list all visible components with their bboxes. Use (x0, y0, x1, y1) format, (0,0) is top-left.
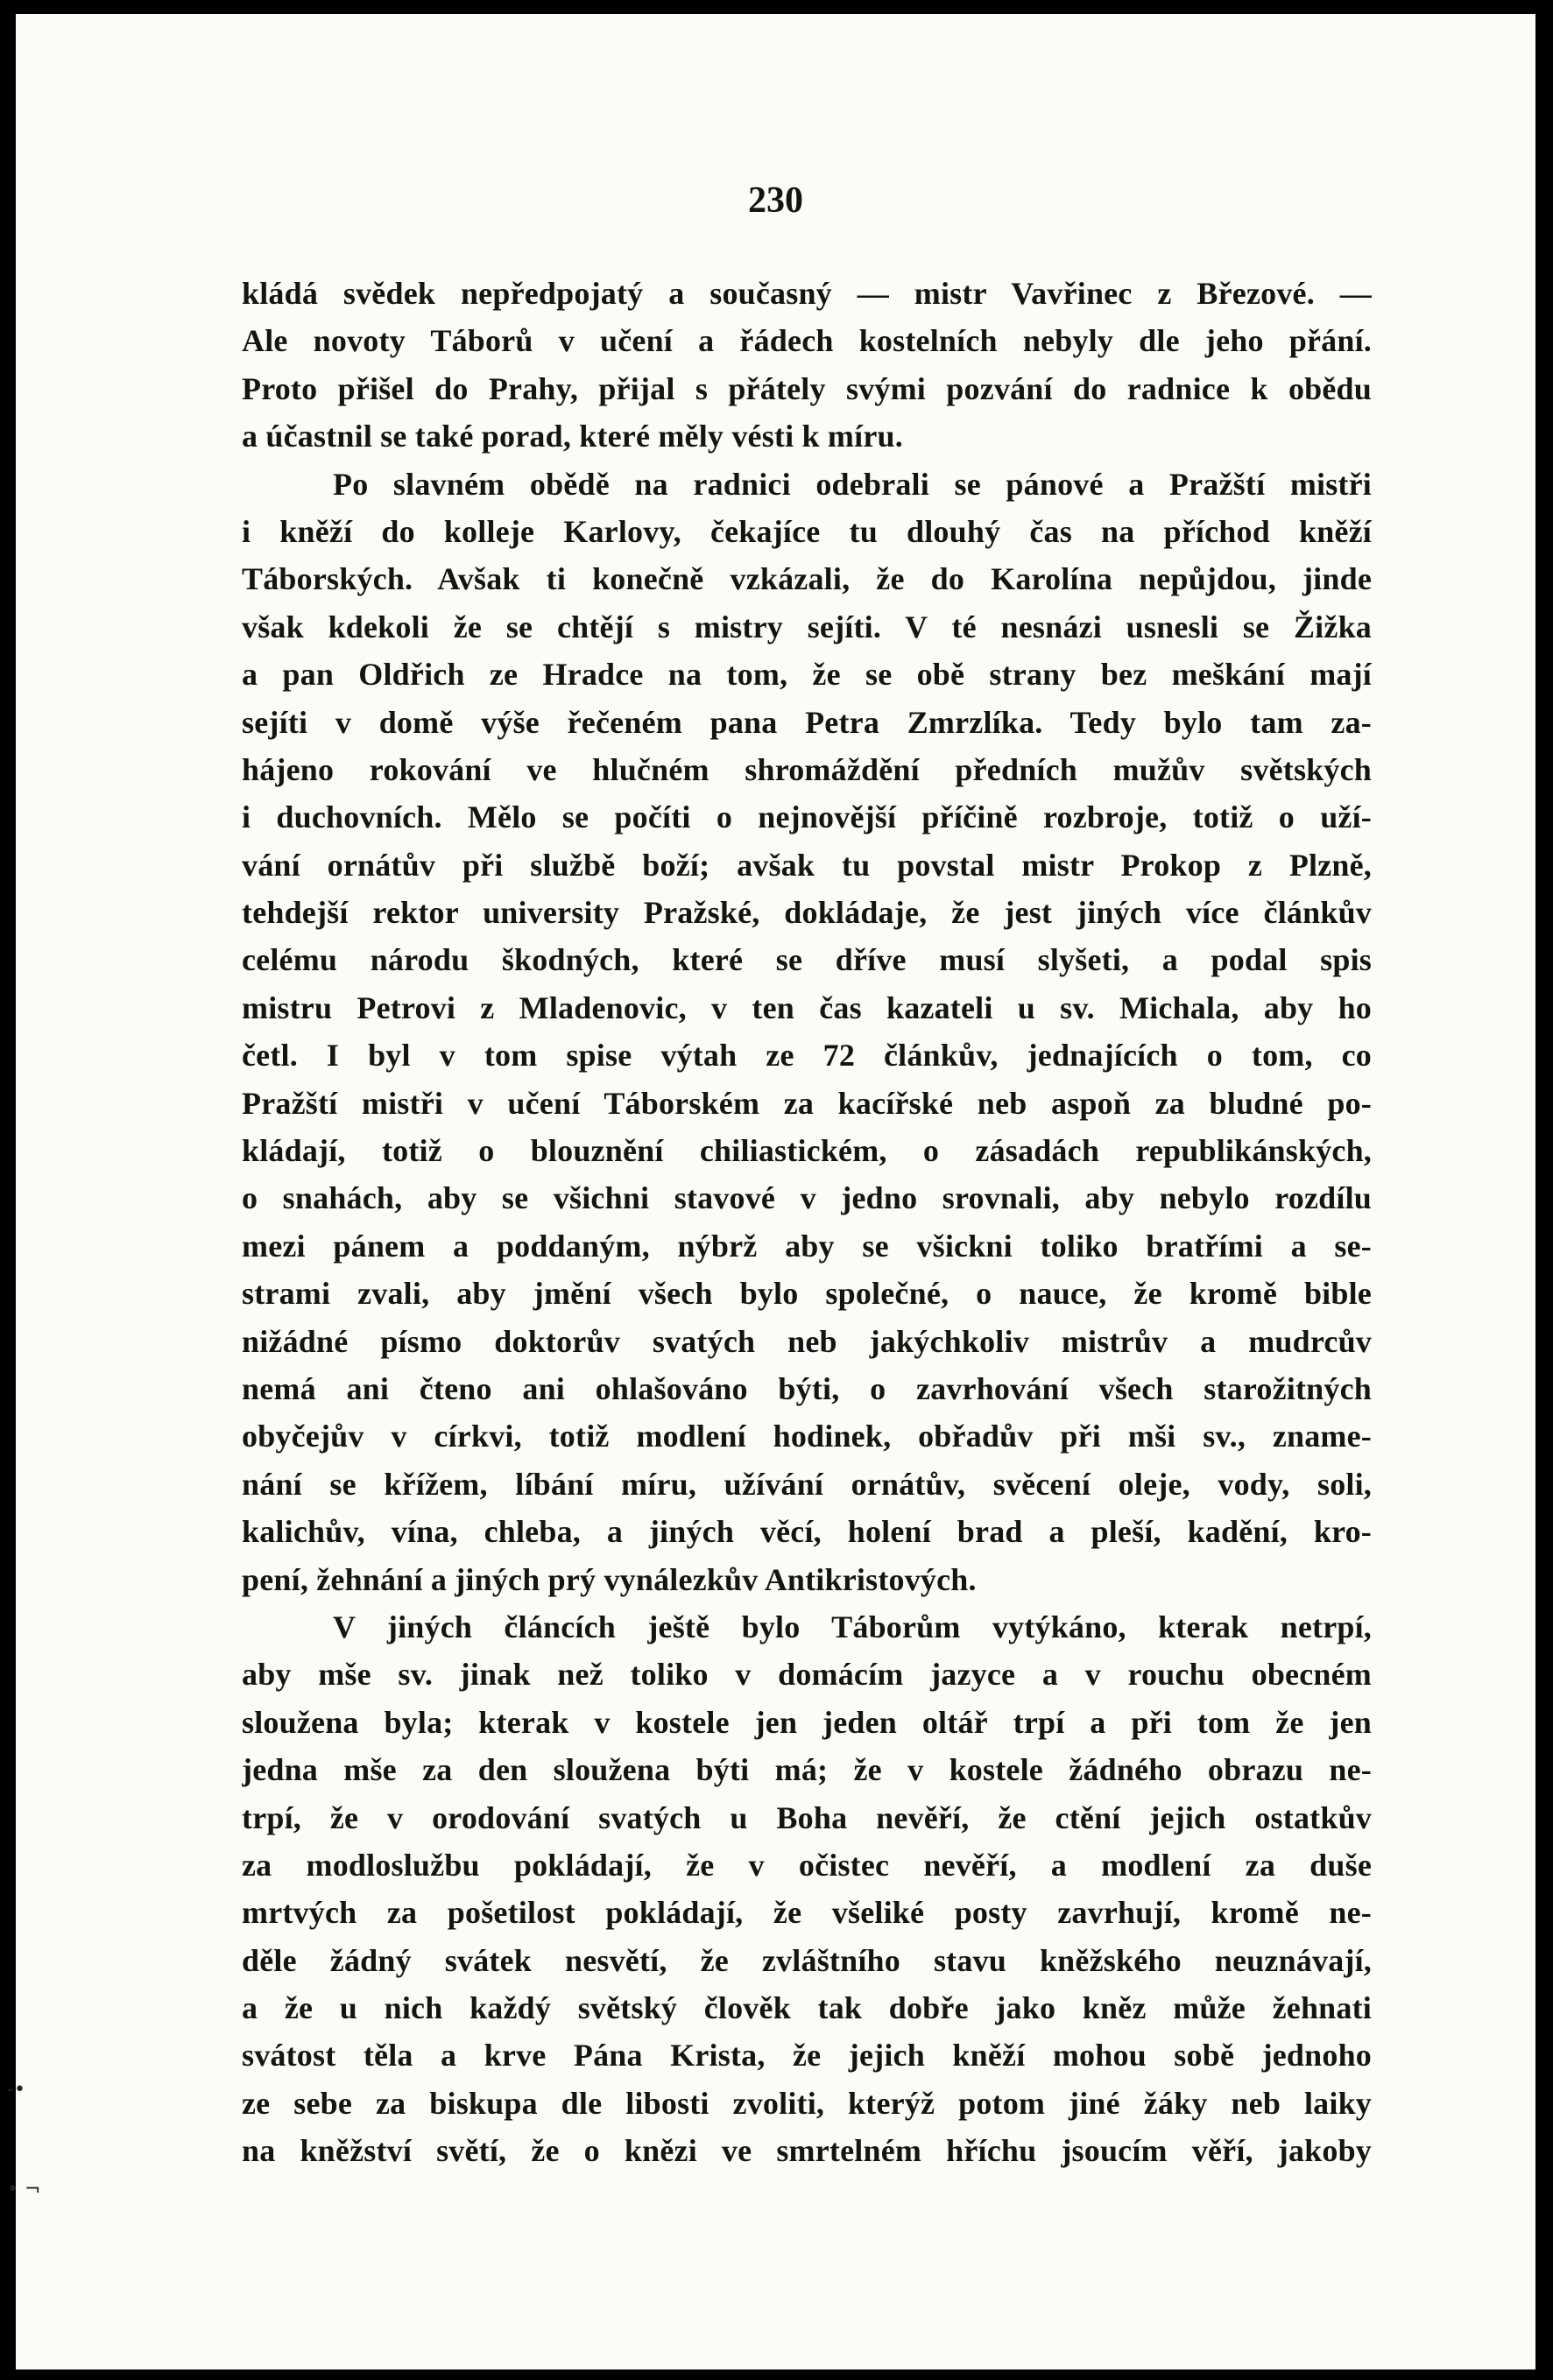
text-line: četl. I byl v tom spise výtah ze 72 článkův, jednajících o tom, co (242, 1038, 1372, 1074)
text-line: aby mše sv. jinak než toliko v domácím jazyce a v rouchu obecném (242, 1657, 1372, 1693)
text-line: a účastnil se také porad, které měly vésti k míru. (242, 419, 903, 454)
text-line: za modloslužbu pokládají, že v očistec nevěří, a modlení za duše (242, 1847, 1372, 1883)
text-line: Pražští mistři v učení Táborském za kacířské neb aspoň za bludné po- (242, 1085, 1372, 1121)
text-line: hájeno rokování ve hlučném shromáždění předních mužův světských (242, 751, 1372, 787)
text-line: tehdejší rektor university Pražské, dokládaje, že jest jiných více článkův (242, 895, 1372, 931)
text-line: Ale novoty Táborů v učení a řádech kostelních nebyly dle jeho přání. (242, 323, 1372, 359)
text-line: Táborských. Avšak ti konečně vzkázali, že do Karolína nepůjdou, jinde (242, 561, 1372, 597)
body-text (242, 270, 1372, 2175)
book-page (16, 14, 1535, 2369)
text-line: i kněží do kolleje Karlovy, čekajíce tu dlouhý čas na příchod kněží (242, 513, 1372, 549)
text-line: a pan Oldřich ze Hradce na tom, že se obě strany bez meškání mají (242, 657, 1372, 693)
text-line: obyčejův v církvi, totiž modlení hodinek, obřadův při mši sv., zname- (242, 1419, 1372, 1454)
text-line: trpí, že v orodování svatých u Boha nevěří, že ctění jejich ostatkův (242, 1799, 1372, 1835)
text-line: strami zvali, aby jmění všech bylo společné, o nauce, že kromě bible (242, 1276, 1372, 1312)
text-line: však kdekoli že se chtějí s mistry sejíti. V té nesnázi usnesli se Žižka (242, 609, 1372, 644)
text-line: kládá svědek nepředpojatý a současný — mistr Vavřinec z Březové. — (242, 276, 1372, 311)
text-line: kládají, totiž o blouznění chiliastickém, o zásadách republikánských, (242, 1133, 1372, 1169)
text-line: celému národu škodných, které se dříve musí slyšeti, a podal spis (242, 942, 1372, 978)
text-line: Proto přišel do Prahy, přijal s přátely svými pozvání do radnice k obědu (242, 370, 1372, 406)
text-line: sejíti v domě výše řečeném pana Petra Zmrzlíka. Tedy bylo tam za- (242, 704, 1372, 740)
paragraph (242, 1603, 1372, 2175)
text-line: sloužena byla; kterak v kostele jen jeden oltář trpí a při tom že jen (242, 1704, 1372, 1740)
margin-mark: -• (7, 2079, 25, 2101)
paragraph (242, 461, 1372, 1603)
text-line: o snahách, aby se všichni stavové v jedno srovnali, aby nebylo rozdílu (242, 1180, 1372, 1216)
text-line: svátost těla a krve Pána Krista, že jejich kněží mohou sobě jednoho (242, 2038, 1372, 2074)
text-line: Po slavném obědě na radnici odebrali se pánové a Pražští mistři (333, 466, 1372, 502)
text-line: mistru Petrovi z Mladenovic, v ten čas kazateli u sv. Michala, aby ho (242, 989, 1372, 1025)
text-line: kalichův, vína, chleba, a jiných věcí, holení brad a pleší, kadění, kro- (242, 1514, 1372, 1550)
text-line: a že u nich každý světský člověk tak dobře jako kněz může žehnati (242, 1990, 1372, 2026)
text-line: pení, žehnání a jiných prý vynálezkův Antikristových. (242, 1561, 977, 1597)
text-line: mrtvých za pošetilost pokládají, že všeliké posty zavrhují, kromě ne- (242, 1895, 1372, 1931)
text-line: děle žádný svátek nesvětí, že zvláštního stavu kněžského neuznávají, (242, 1942, 1372, 1978)
text-line: mezi pánem a poddaným, nýbrž aby se všickni toliko bratřími a se- (242, 1228, 1372, 1264)
text-line: nání se křížem, líbání míru, užívání ornátův, svěcení oleje, vody, soli, (242, 1466, 1372, 1502)
text-line: i duchovních. Mělo se počíti o nejnovější příčině rozbroje, totiž o uží- (242, 799, 1372, 835)
margin-mark: • ¬ (7, 2179, 41, 2200)
text-line: nižádné písmo doktorův svatých neb jakýchkoliv mistrův a mudrcův (242, 1323, 1372, 1359)
text-line: jedna mše za den sloužena býti má; že v kostele žádného obrazu ne- (242, 1752, 1372, 1788)
paragraph (242, 270, 1372, 461)
text-line: na kněžství světí, že o knězi ve smrtelném hříchu jsoucím věří, jakoby (242, 2133, 1372, 2169)
text-line: vání ornátův při službě boží; avšak tu povstal mistr Prokop z Plzně, (242, 847, 1372, 883)
page-number: 230 (748, 180, 803, 221)
text-line: ze sebe za biskupa dle libosti zvoliti, kterýž potom jiné žáky neb laiky (242, 2085, 1372, 2121)
text-line: V jiných článcích ještě bylo Táborům vytýkáno, kterak netrpí, (333, 1609, 1372, 1644)
text-line: nemá ani čteno ani ohlašováno býti, o zavrhování všech starožitných (242, 1370, 1372, 1406)
